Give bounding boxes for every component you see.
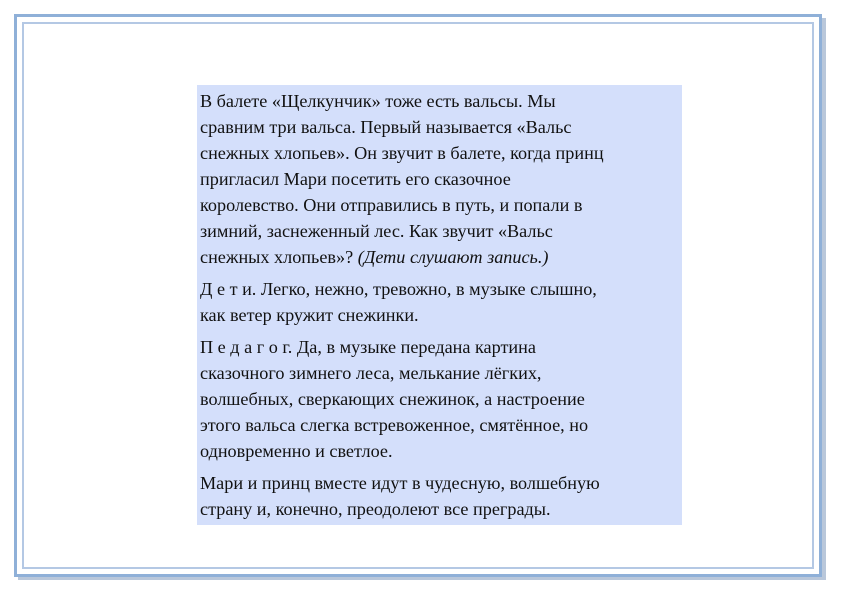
paragraph-teacher-text: П е д а г о г. Да, в музыке передана картина сказочного зимнего леса, мелькание лёгких, волшебных, сверкающих снежинок, а настроение этого вальса слегка встревоженное, смятённое, но одновременно и светлое. [200, 337, 589, 461]
paragraph-intro-text: В балете «Щелкунчик» тоже есть вальсы. Мы сравним три вальса. Первый называется «Вальс снежных хлопьев». Он звучит в балете, когда принц пригласил Мари посетить его сказочное королевство. Они отправились в путь, и попали в зимний, заснеженный лес. Как звучит «Вальс снежных хлопьев»? [200, 91, 604, 267]
paragraph-intro-italic-note: (Дети слушают запись.) [357, 247, 549, 267]
text-box [197, 85, 682, 525]
paragraph-conclusion-text: Мари и принц вместе идут в чудесную, волшебную страну и, конечно, преодолеют все преграды. [200, 473, 600, 519]
paragraph-teacher [200, 334, 682, 464]
paragraph-children [200, 276, 682, 328]
paragraph-intro [200, 88, 682, 270]
frame-shadow-right [822, 18, 826, 580]
paragraph-conclusion [200, 470, 682, 522]
frame-shadow-bottom [18, 577, 826, 580]
paragraph-children-text: Д е т и. Легко, нежно, тревожно, в музыке слышно, как ветер кружит снежинки. [200, 279, 597, 325]
